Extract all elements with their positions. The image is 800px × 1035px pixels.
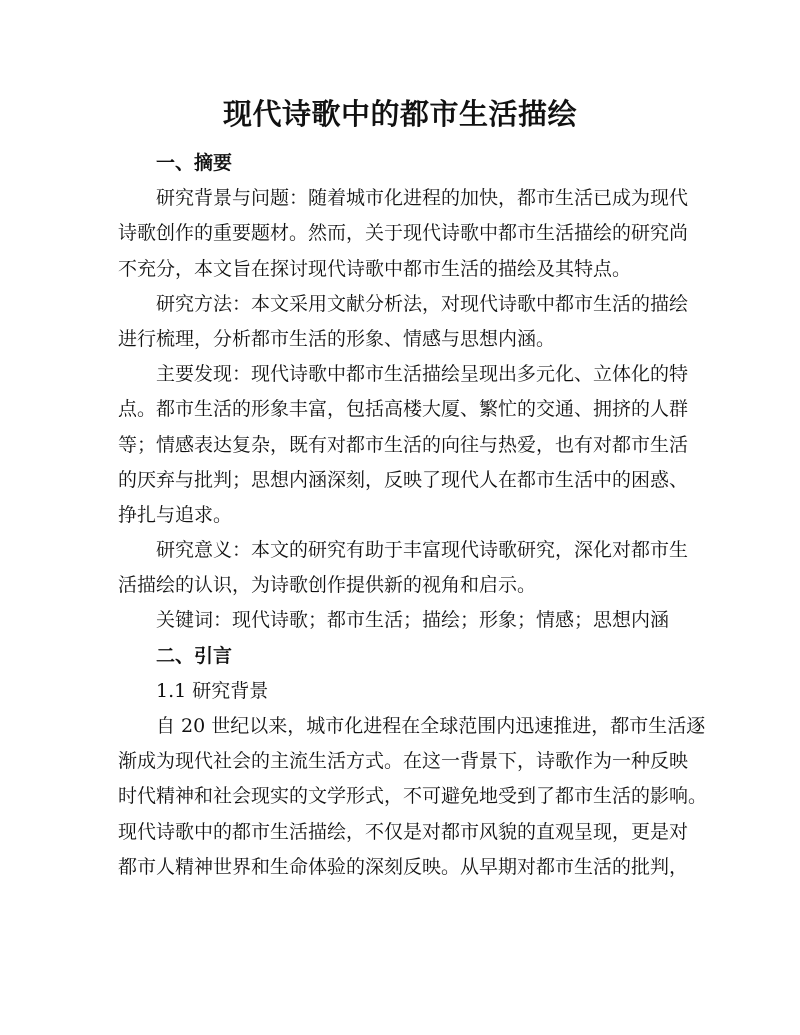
subsection-heading-research-background: 1.1 研究背景 <box>156 679 269 702</box>
paragraph-line: 自 20 世纪以来，城市化进程在全球范围内迅速推进，都市生活逐 <box>156 715 706 737</box>
section-heading-introduction: 二、引言 <box>156 644 233 667</box>
paragraph-line: 渐成为现代社会的主流生活方式。在这一背景下，诗歌作为一种反映 <box>118 750 689 773</box>
keywords-line: 关键词：现代诗歌；都市生活；描绘；形象；情感；思想内涵 <box>156 609 670 632</box>
abstract-method-paragraph <box>118 287 689 357</box>
paragraph-line: 研究背景与问题：随着城市化进程的加快，都市生活已成为现代 <box>156 187 689 210</box>
document-body <box>118 146 708 885</box>
paragraph-line: 的厌弃与批判；思想内涵深刻，反映了现代人在都市生活中的困惑、 <box>118 468 689 491</box>
abstract-background-paragraph <box>118 181 689 287</box>
paragraph-line: 点。都市生活的形象丰富，包括高楼大厦、繁忙的交通、拥挤的人群 <box>118 398 689 421</box>
paragraph-line: 挣扎与追求。 <box>118 503 233 526</box>
paragraph-line: 主要发现：现代诗歌中都市生活描绘呈现出多元化、立体化的特 <box>156 363 689 386</box>
paragraph-line: 现代诗歌中的都市生活描绘，不仅是对都市风貌的直观呈现，更是对 <box>118 820 689 843</box>
paragraph-line: 都市人精神世界和生命体验的深刻反映。从早期对都市生活的批判， <box>118 855 689 878</box>
paragraph-line: 研究意义：本文的研究有助于丰富现代诗歌研究，深化对都市生 <box>156 539 689 562</box>
paragraph-line: 不充分，本文旨在探讨现代诗歌中都市生活的描绘及其特点。 <box>118 257 632 280</box>
paragraph-line: 等；情感表达复杂，既有对都市生活的向往与热爱，也有对都市生活 <box>118 433 689 456</box>
paragraph-line: 时代精神和社会现实的文学形式，不可避免地受到了都市生活的影响。 <box>118 785 708 808</box>
paragraph-line: 诗歌创作的重要题材。然而，关于现代诗歌中都市生活描绘的研究尚 <box>118 222 689 245</box>
paragraph-line: 活描绘的认识，为诗歌创作提供新的视角和启示。 <box>118 574 537 597</box>
paragraph-line: 进行梳理，分析都市生活的形象、情感与思想内涵。 <box>118 327 556 350</box>
document-title: 现代诗歌中的都市生活描绘 <box>222 97 577 131</box>
abstract-significance-paragraph <box>118 533 689 603</box>
paragraph-line: 研究方法：本文采用文献分析法，对现代诗歌中都市生活的描绘 <box>156 292 689 315</box>
section-heading-abstract: 一、摘要 <box>156 152 233 174</box>
abstract-findings-paragraph <box>118 357 689 533</box>
introduction-paragraph <box>118 709 708 885</box>
